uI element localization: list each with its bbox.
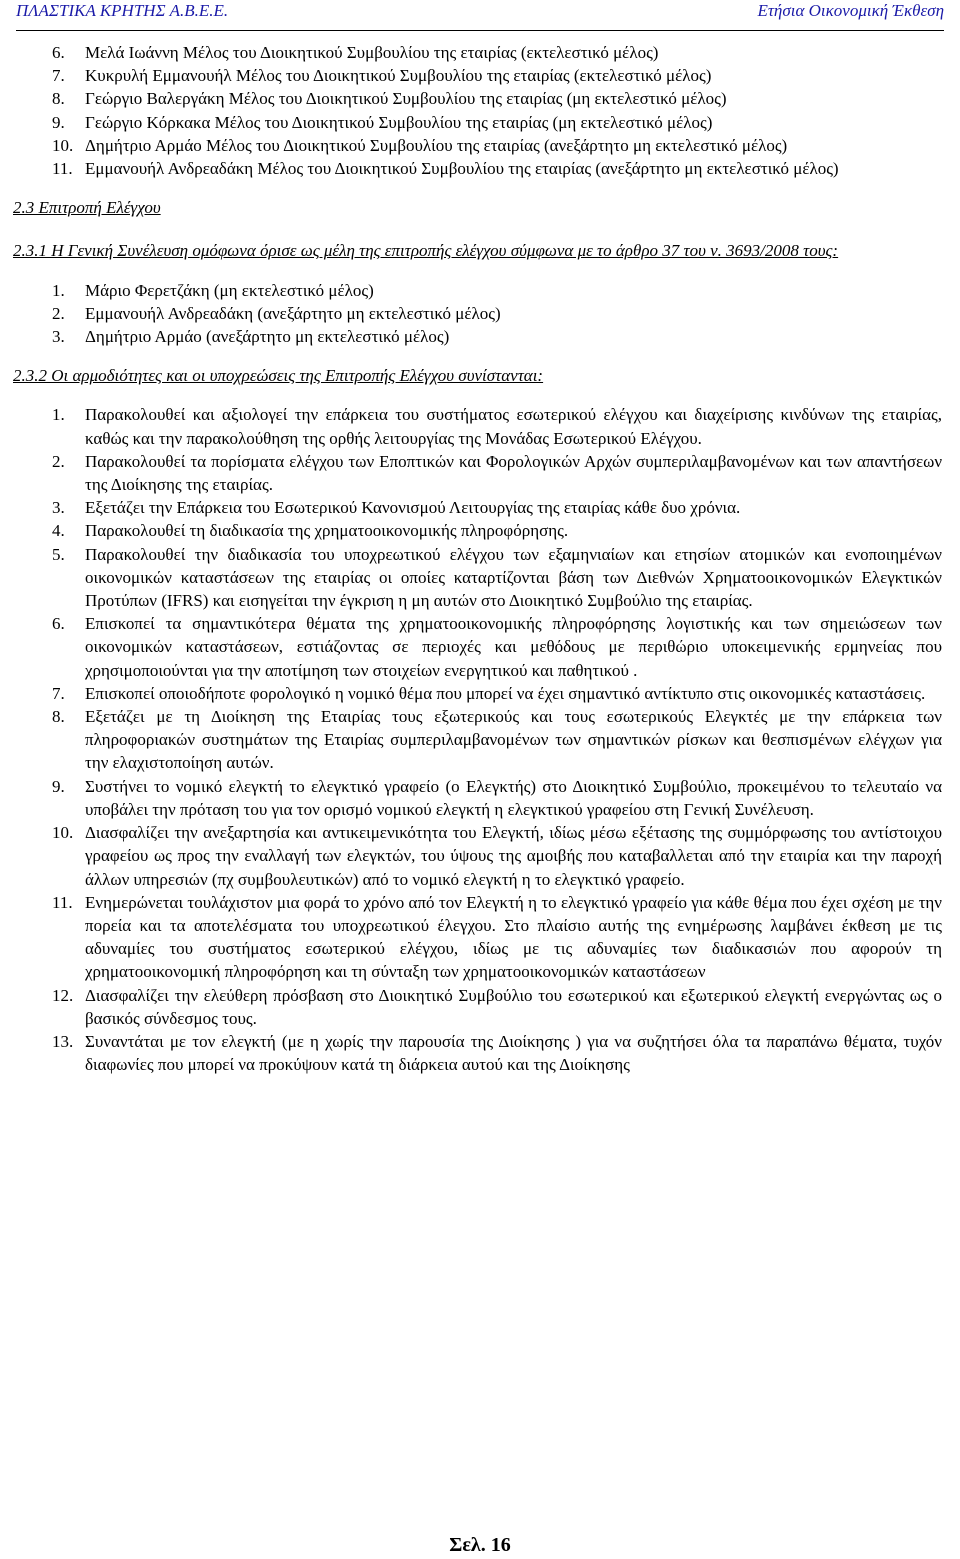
page-header: [16, 0, 944, 31]
audit-committee-duties-list: [52, 403, 942, 1076]
section-heading-2-3: 2.3 Επιτροπή Ελέγχου: [13, 198, 161, 218]
document-body: [13, 41, 942, 1076]
section-heading-2-3-1: 2.3.1 Η Γενική Συνέλευση ομόφωνα όρισε ως μέλη της επιτροπής ελέγχου σύμφωνα με το άρθρο 37 του ν. 3693/2008 τους:: [13, 241, 839, 261]
list-item: 11. Ενημερώνεται τουλάχιστον μια φορά το χρόνο από τον Ελεγκτή η το ελεγκτικό γραφείο για κάθε θέμα που έχει σχέση με την πορεία και τα αποτελέσματα του υποχρεωτικού έλεγχου. Στο πλαίσιο αυτής της ενημέρωσης λαμβάνει έκθεση με τις αδυναμίες του συστήματος εσωτερικού ελέγχου, ιδίως με τις αδυναμίες των διαδικασιών που αφορούν τη χρηματοοικονομική πληροφόρηση και τη σύνταξη των χρηματοοικονομικών καταστάσεων: [52, 892, 942, 982]
page-number: Σελ. 16: [449, 1534, 511, 1556]
audit-committee-members-list: [52, 279, 942, 349]
board-members-list: [52, 41, 942, 180]
list-item: 11. Εμμανουήλ Ανδρεαδάκη Μέλος του Διοικητικού Συμβουλίου της εταιρίας (ανεξάρτητο μη εκτελεστικό μέλος): [52, 159, 839, 179]
list-item: 10. Δημήτριο Αρμάο Μέλος του Διοικητικού Συμβουλίου της εταιρίας (ανεξάρτητο μη εκτελεστικό μέλος): [52, 135, 788, 155]
list-item: 8. Εξετάζει με τη Διοίκηση της Εταιρίας τους εξωτερικούς και τους εσωτερικούς Ελεγκτές με την επάρκεια των πληροφοριακών συστημάτων της Εταιρίας συμπεριλαμβανομένων των σημαντικών ρίσκων και θεσπισμένων ελέγχων για την ελαχιστοποίηση αυτών.: [52, 707, 942, 773]
list-item: 2. Παρακολουθεί τα πορίσματα ελέγχου των Εποπτικών και Φορολογικών Αρχών συμπεριλαμβανομένων και των απαντήσεων της Διοίκησης της εταιρίας.: [52, 451, 942, 495]
list-item: 9. Γεώργιο Κόρκακα Μέλος του Διοικητικού Συμβουλίου της εταιρίας (μη εκτελεστικό μέλος): [52, 112, 713, 132]
section-heading-2-3-2: 2.3.2 Οι αρμοδιότητες και οι υποχρεώσεις της Επιτροπής Ελέγχου συνίστανται:: [13, 366, 544, 386]
list-item: 3. Δημήτριο Αρμάο (ανεξάρτητο μη εκτελεστικό μέλος): [52, 327, 450, 347]
list-item: 7. Κυκρυλή Εμμανουήλ Μέλος του Διοικητικού Συμβουλίου της εταιρίας (εκτελεστικό μέλος): [52, 66, 712, 86]
list-item: 4. Παρακολουθεί τη διαδικασία της χρηματοοικονομικής πληροφόρησης.: [52, 521, 569, 541]
list-item: 2. Εμμανουήλ Ανδρεαδάκη (ανεξάρτητο μη εκτελεστικό μέλος): [52, 303, 501, 323]
list-item: 1. Μάριο Φερετζάκη (μη εκτελεστικό μέλος): [52, 280, 374, 300]
company-name: ΠΛΑΣΤΙΚΑ ΚΡΗΤΗΣ Α.Β.Ε.Ε.: [16, 1, 229, 20]
list-item: 13. Συναντάται με τον ελεγκτή (με η χωρίς την παρουσία της Διοίκησης ) για να συζητήσει όλα τα παραπάνω θέματα, τυχόν διαφωνίες που μπορεί να προκύψουν κατά τη διάρκεια αυτού και της Διοίκησης: [52, 1031, 942, 1075]
list-item: 6. Μελά Ιωάννη Μέλος του Διοικητικού Συμβουλίου της εταιρίας (εκτελεστικό μέλος): [52, 43, 659, 62]
list-item: 7. Επισκοπεί οποιοδήποτε φορολογικό η νομικό θέμα που μπορεί να έχει σημαντικό αντίκτυπο στις οικονομικές καταστάσεις.: [52, 683, 926, 703]
list-item: 12. Διασφαλίζει την ελεύθερη πρόσβαση στο Διοικητικό Συμβούλιο του εσωτερικού και εξωτερικού ελεγκτή ενεργώντας ως ο βασικός σύνδεσμος τους.: [52, 985, 942, 1028]
list-item: 5. Παρακολουθεί την διαδικασία του υποχρεωτικού ελέγχου των εξαμηνιαίων και ετησίων ατομικών και ενοποιημένων οικονομικών καταστάσεων της εταιρίας οι οποίες καταρτίζονται βάση των Διεθνών Χρηματοοικονομικών Ελεγκτικών Προτύπων (IFRS) και εισηγείται την έγκριση η μη αυτών στο Διοικητικό Συμβούλιο της εταιρίας.: [52, 544, 942, 611]
list-item: 8. Γεώργιο Βαλεργάκη Μέλος του Διοικητικού Συμβουλίου της εταιρίας (μη εκτελεστικό μέλος): [52, 89, 727, 109]
list-item: 9. Συστήνει το νομικό ελεγκτή το ελεγκτικό γραφείο (ο Ελεγκτής) στο Διοικητικό Συμβούλιο, προκειμένου το τελευταίο να υποβάλει την πρόταση του για τον ορισμό νομικού ελεγκτή η ελεγκτικού γραφείου στη Γενική Συνέλευση.: [52, 776, 942, 819]
report-title: Ετήσια Οικονομική Έκθεση: [757, 1, 944, 20]
list-item: 3. Εξετάζει την Επάρκεια του Εσωτερικού Κανονισμού Λειτουργίας της εταιρίας κάθε δυο χρόνια.: [52, 498, 741, 518]
list-item: 10. Διασφαλίζει την ανεξαρτησία και αντικειμενικότητα του Ελεγκτή, ιδίως μέσω εξέτασης της συμμόρφωσης του αντίστοιχου γραφείου ως προς την εναλλαγή των ελεγκτών, του ύψους της αμοιβής που καταβαλλεται από την εταιρία και την παροχή άλλων υπηρεσιών (πχ συμβουλευτικών) από το νομικό ελεγκτή η το ελεγκτικό γραφείο.: [52, 823, 942, 889]
list-item: 6. Επισκοπεί τα σημαντικότερα θέματα της χρηματοοικονομικής πληροφόρησης λογιστικής και των σημειώσεων των οικονομικών καταστάσεων, εστιάζοντας σε περιοχές και μεθόδους με περιθώριο υποκειμενικής ερμηνείας που χρησιμοποιούνται για την αποτίμηση των στοιχείων ενεργητικού και παθητικού .: [52, 614, 942, 680]
list-item: 1. Παρακολουθεί και αξιολογεί την επάρκεια του συστήματος εσωτερικού ελέγχου και διαχείρισης κινδύνων της εταιρίας, καθώς και την παρακολούθηση της ορθής λειτουργίας της Μονάδας Εσωτερικού Ελέγχου.: [52, 405, 942, 448]
